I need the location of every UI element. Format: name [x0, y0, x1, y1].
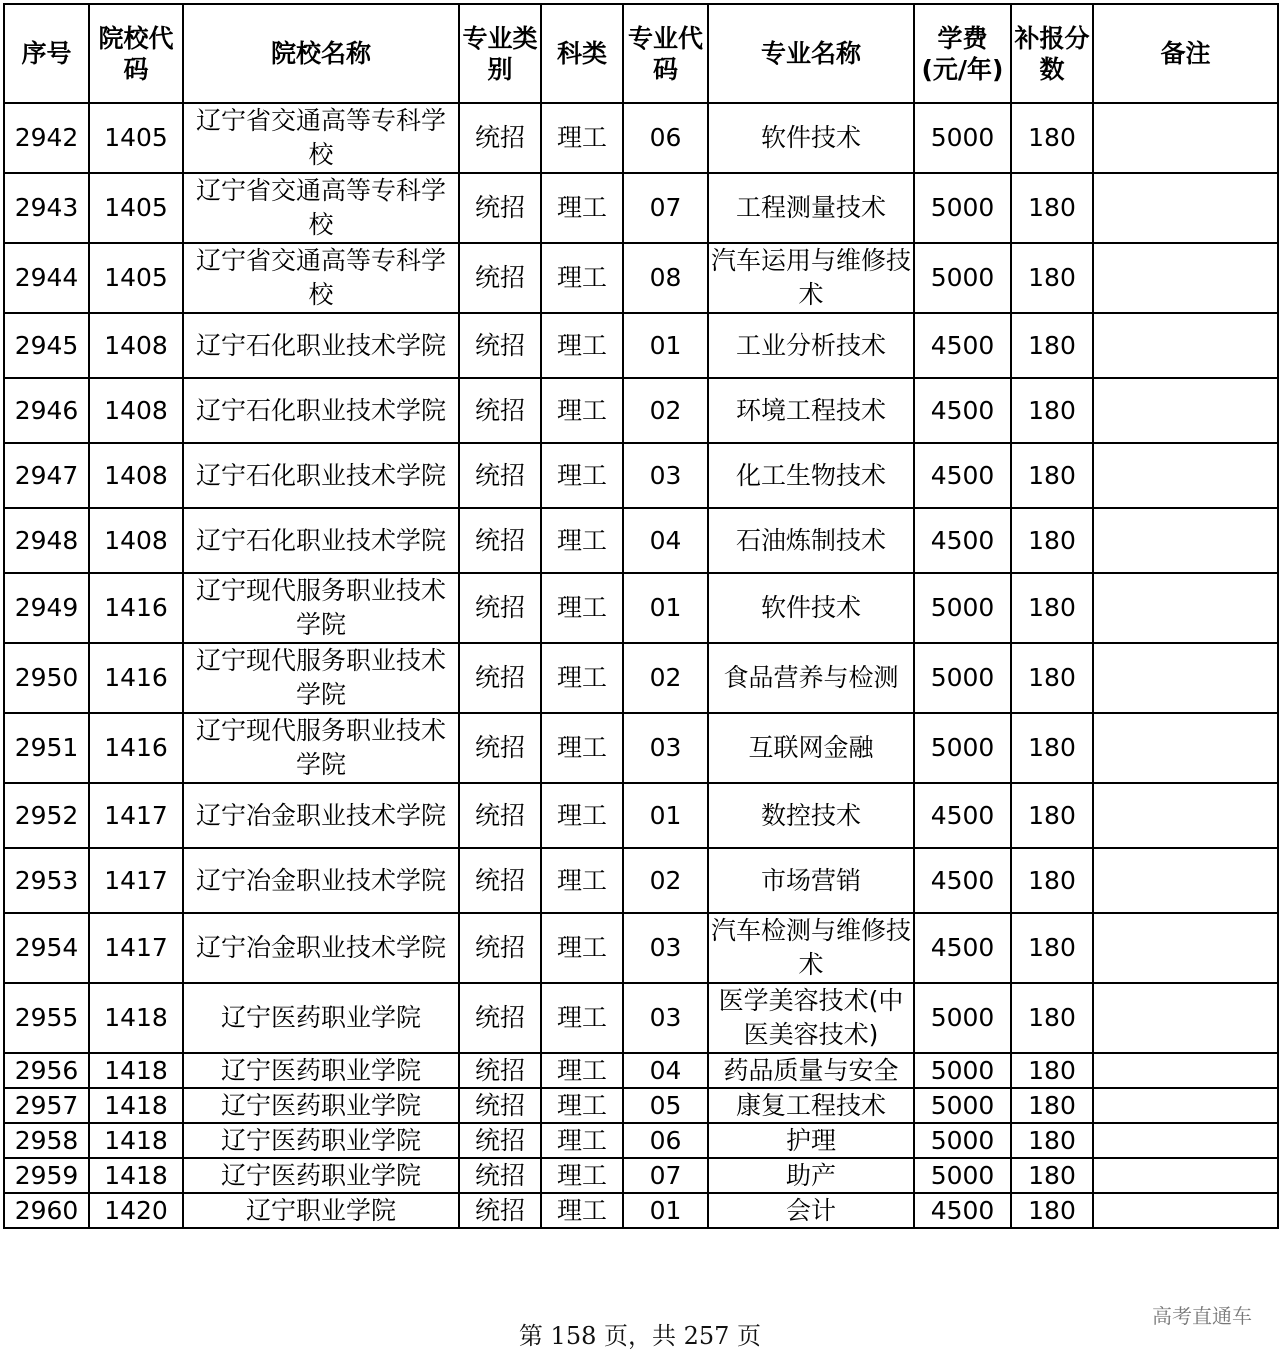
cell-major-type: 统招	[459, 313, 541, 378]
cell-major-code: 01	[623, 313, 708, 378]
cell-score: 180	[1011, 643, 1093, 713]
cell-major-code: 06	[623, 103, 708, 173]
cell-school-name: 辽宁医药职业学院	[183, 983, 459, 1053]
cell-seq: 2948	[4, 508, 89, 573]
cell-major-code: 07	[623, 173, 708, 243]
cell-note	[1093, 243, 1278, 313]
cell-school-code: 1408	[89, 443, 183, 508]
cell-score: 180	[1011, 378, 1093, 443]
cell-school-name: 辽宁冶金职业技术学院	[183, 913, 459, 983]
cell-note	[1093, 573, 1278, 643]
cell-school-name: 辽宁石化职业技术学院	[183, 508, 459, 573]
cell-fee: 5000	[914, 983, 1011, 1053]
cell-seq: 2955	[4, 983, 89, 1053]
cell-school-name: 辽宁现代服务职业技术学院	[183, 573, 459, 643]
cell-major-name: 化工生物技术	[708, 443, 914, 508]
cell-category: 理工	[541, 913, 623, 983]
cell-school-code: 1408	[89, 313, 183, 378]
cell-category: 理工	[541, 848, 623, 913]
cell-seq: 2951	[4, 713, 89, 783]
table-row	[4, 243, 1278, 313]
cell-school-code: 1405	[89, 173, 183, 243]
cell-school-name: 辽宁石化职业技术学院	[183, 378, 459, 443]
cell-fee: 4500	[914, 848, 1011, 913]
cell-seq: 2945	[4, 313, 89, 378]
cell-school-code: 1417	[89, 848, 183, 913]
cell-category: 理工	[541, 1123, 623, 1158]
cell-major-type: 统招	[459, 508, 541, 573]
cell-major-code: 03	[623, 983, 708, 1053]
cell-major-name: 环境工程技术	[708, 378, 914, 443]
cell-score: 180	[1011, 783, 1093, 848]
cell-score: 180	[1011, 1088, 1093, 1123]
table-row	[4, 1193, 1278, 1228]
cell-major-type: 统招	[459, 783, 541, 848]
page-number: 第 158 页，共 257 页	[518, 1322, 762, 1350]
cell-category: 理工	[541, 313, 623, 378]
cell-school-code: 1405	[89, 243, 183, 313]
cell-score: 180	[1011, 173, 1093, 243]
table-row	[4, 913, 1278, 983]
cell-school-code: 1417	[89, 913, 183, 983]
table-row	[4, 1088, 1278, 1123]
cell-note	[1093, 313, 1278, 378]
table-row	[4, 783, 1278, 848]
cell-note	[1093, 1158, 1278, 1193]
cell-fee: 5000	[914, 573, 1011, 643]
cell-major-code: 06	[623, 1123, 708, 1158]
cell-major-name: 药品质量与安全	[708, 1053, 914, 1088]
cell-category: 理工	[541, 1158, 623, 1193]
cell-category: 理工	[541, 103, 623, 173]
cell-school-code: 1416	[89, 643, 183, 713]
cell-school-name: 辽宁医药职业学院	[183, 1053, 459, 1088]
header-school-name: 院校名称	[183, 4, 459, 103]
cell-school-code: 1408	[89, 508, 183, 573]
cell-category: 理工	[541, 1193, 623, 1228]
cell-major-type: 统招	[459, 1088, 541, 1123]
cell-fee: 4500	[914, 1193, 1011, 1228]
cell-school-name: 辽宁医药职业学院	[183, 1158, 459, 1193]
cell-school-name: 辽宁石化职业技术学院	[183, 313, 459, 378]
header-school-code: 院校代码	[89, 4, 183, 103]
table-body	[4, 103, 1278, 1228]
cell-school-name: 辽宁省交通高等专科学校	[183, 173, 459, 243]
cell-major-name: 软件技术	[708, 103, 914, 173]
table-row	[4, 983, 1278, 1053]
cell-major-code: 01	[623, 1193, 708, 1228]
header-major-type: 专业类别	[459, 4, 541, 103]
cell-note	[1093, 983, 1278, 1053]
cell-major-name: 汽车检测与维修技术	[708, 913, 914, 983]
cell-fee: 4500	[914, 783, 1011, 848]
cell-major-code: 03	[623, 713, 708, 783]
cell-major-name: 护理	[708, 1123, 914, 1158]
cell-major-type: 统招	[459, 243, 541, 313]
cell-major-code: 01	[623, 783, 708, 848]
cell-score: 180	[1011, 243, 1093, 313]
table-row	[4, 1123, 1278, 1158]
cell-major-name: 石油炼制技术	[708, 508, 914, 573]
table-row	[4, 713, 1278, 783]
cell-category: 理工	[541, 783, 623, 848]
cell-category: 理工	[541, 378, 623, 443]
cell-school-code: 1408	[89, 378, 183, 443]
header-major-code: 专业代码	[623, 4, 708, 103]
cell-seq: 2953	[4, 848, 89, 913]
cell-major-name: 互联网金融	[708, 713, 914, 783]
table-row	[4, 378, 1278, 443]
cell-major-code: 07	[623, 1158, 708, 1193]
cell-major-name: 汽车运用与维修技术	[708, 243, 914, 313]
cell-seq: 2943	[4, 173, 89, 243]
cell-major-type: 统招	[459, 378, 541, 443]
cell-note	[1093, 1053, 1278, 1088]
cell-school-name: 辽宁省交通高等专科学校	[183, 243, 459, 313]
cell-note	[1093, 1123, 1278, 1158]
header-seq: 序号	[4, 4, 89, 103]
cell-major-type: 统招	[459, 103, 541, 173]
cell-seq: 2952	[4, 783, 89, 848]
header-major-name: 专业名称	[708, 4, 914, 103]
cell-major-name: 数控技术	[708, 783, 914, 848]
cell-school-name: 辽宁石化职业技术学院	[183, 443, 459, 508]
cell-score: 180	[1011, 313, 1093, 378]
cell-category: 理工	[541, 1053, 623, 1088]
cell-major-code: 04	[623, 1053, 708, 1088]
cell-fee: 5000	[914, 1158, 1011, 1193]
cell-major-type: 统招	[459, 1053, 541, 1088]
cell-note	[1093, 378, 1278, 443]
cell-category: 理工	[541, 573, 623, 643]
cell-seq: 2944	[4, 243, 89, 313]
cell-major-type: 统招	[459, 443, 541, 508]
cell-category: 理工	[541, 173, 623, 243]
cell-major-type: 统招	[459, 173, 541, 243]
cell-school-name: 辽宁现代服务职业技术学院	[183, 643, 459, 713]
cell-category: 理工	[541, 713, 623, 783]
cell-fee: 5000	[914, 103, 1011, 173]
cell-seq: 2947	[4, 443, 89, 508]
cell-school-code: 1416	[89, 713, 183, 783]
cell-fee: 5000	[914, 1053, 1011, 1088]
cell-note	[1093, 443, 1278, 508]
cell-score: 180	[1011, 508, 1093, 573]
cell-major-type: 统招	[459, 1158, 541, 1193]
header-score: 补报分数	[1011, 4, 1093, 103]
cell-fee: 5000	[914, 173, 1011, 243]
cell-note	[1093, 103, 1278, 173]
cell-category: 理工	[541, 243, 623, 313]
header-row	[4, 4, 1278, 103]
table-row	[4, 573, 1278, 643]
cell-note	[1093, 173, 1278, 243]
header-fee: 学费(元/年)	[914, 4, 1011, 103]
cell-school-code: 1418	[89, 1158, 183, 1193]
cell-fee: 4500	[914, 443, 1011, 508]
cell-major-name: 助产	[708, 1158, 914, 1193]
cell-seq: 2960	[4, 1193, 89, 1228]
cell-major-type: 统招	[459, 573, 541, 643]
table-row	[4, 1158, 1278, 1193]
cell-score: 180	[1011, 1123, 1093, 1158]
cell-school-name: 辽宁医药职业学院	[183, 1088, 459, 1123]
cell-score: 180	[1011, 1193, 1093, 1228]
cell-seq: 2956	[4, 1053, 89, 1088]
cell-school-code: 1416	[89, 573, 183, 643]
cell-category: 理工	[541, 1088, 623, 1123]
cell-category: 理工	[541, 443, 623, 508]
cell-fee: 5000	[914, 243, 1011, 313]
table-row	[4, 443, 1278, 508]
cell-category: 理工	[541, 508, 623, 573]
cell-note	[1093, 1088, 1278, 1123]
table-row	[4, 1053, 1278, 1088]
cell-school-name: 辽宁冶金职业技术学院	[183, 783, 459, 848]
cell-note	[1093, 508, 1278, 573]
table-row	[4, 508, 1278, 573]
cell-major-name: 医学美容技术(中医美容技术)	[708, 983, 914, 1053]
cell-school-name: 辽宁现代服务职业技术学院	[183, 713, 459, 783]
table-row	[4, 643, 1278, 713]
cell-major-code: 03	[623, 443, 708, 508]
cell-fee: 5000	[914, 643, 1011, 713]
cell-major-type: 统招	[459, 983, 541, 1053]
cell-fee: 5000	[914, 1088, 1011, 1123]
cell-note	[1093, 713, 1278, 783]
admission-table	[3, 3, 1279, 1229]
cell-score: 180	[1011, 713, 1093, 783]
cell-seq: 2950	[4, 643, 89, 713]
table-row	[4, 173, 1278, 243]
cell-score: 180	[1011, 573, 1093, 643]
cell-score: 180	[1011, 1053, 1093, 1088]
cell-seq: 2959	[4, 1158, 89, 1193]
cell-major-name: 软件技术	[708, 573, 914, 643]
cell-seq: 2946	[4, 378, 89, 443]
cell-fee: 5000	[914, 1123, 1011, 1158]
cell-note	[1093, 783, 1278, 848]
cell-major-code: 03	[623, 913, 708, 983]
cell-major-name: 市场营销	[708, 848, 914, 913]
table-row	[4, 313, 1278, 378]
cell-school-name: 辽宁职业学院	[183, 1193, 459, 1228]
cell-note	[1093, 848, 1278, 913]
cell-note	[1093, 643, 1278, 713]
cell-school-name: 辽宁医药职业学院	[183, 1123, 459, 1158]
cell-seq: 2954	[4, 913, 89, 983]
cell-major-type: 统招	[459, 713, 541, 783]
cell-note	[1093, 1193, 1278, 1228]
cell-school-name: 辽宁省交通高等专科学校	[183, 103, 459, 173]
cell-major-code: 02	[623, 643, 708, 713]
cell-major-name: 会计	[708, 1193, 914, 1228]
cell-major-type: 统招	[459, 643, 541, 713]
cell-major-name: 工业分析技术	[708, 313, 914, 378]
cell-major-name: 康复工程技术	[708, 1088, 914, 1123]
cell-school-code: 1418	[89, 1088, 183, 1123]
cell-seq: 2958	[4, 1123, 89, 1158]
cell-major-code: 02	[623, 848, 708, 913]
cell-major-code: 01	[623, 573, 708, 643]
cell-school-code: 1418	[89, 1123, 183, 1158]
cell-fee: 4500	[914, 508, 1011, 573]
cell-major-code: 04	[623, 508, 708, 573]
cell-fee: 4500	[914, 378, 1011, 443]
cell-major-code: 08	[623, 243, 708, 313]
cell-school-code: 1420	[89, 1193, 183, 1228]
cell-school-code: 1418	[89, 983, 183, 1053]
cell-school-code: 1417	[89, 783, 183, 848]
cell-category: 理工	[541, 983, 623, 1053]
cell-seq: 2942	[4, 103, 89, 173]
cell-category: 理工	[541, 643, 623, 713]
header-note: 备注	[1093, 4, 1278, 103]
cell-school-name: 辽宁冶金职业技术学院	[183, 848, 459, 913]
cell-major-type: 统招	[459, 1123, 541, 1158]
table-row	[4, 103, 1278, 173]
cell-fee: 5000	[914, 713, 1011, 783]
cell-seq: 2957	[4, 1088, 89, 1123]
cell-score: 180	[1011, 983, 1093, 1053]
cell-score: 180	[1011, 103, 1093, 173]
cell-major-code: 02	[623, 378, 708, 443]
cell-fee: 4500	[914, 913, 1011, 983]
cell-major-type: 统招	[459, 1193, 541, 1228]
cell-major-type: 统招	[459, 848, 541, 913]
cell-major-code: 05	[623, 1088, 708, 1123]
cell-school-code: 1405	[89, 103, 183, 173]
cell-school-code: 1418	[89, 1053, 183, 1088]
cell-score: 180	[1011, 848, 1093, 913]
cell-major-type: 统招	[459, 913, 541, 983]
watermark: 高考直通车	[1152, 1304, 1252, 1328]
cell-major-name: 食品营养与检测	[708, 643, 914, 713]
table-row	[4, 848, 1278, 913]
cell-score: 180	[1011, 443, 1093, 508]
cell-score: 180	[1011, 1158, 1093, 1193]
cell-major-name: 工程测量技术	[708, 173, 914, 243]
cell-score: 180	[1011, 913, 1093, 983]
cell-seq: 2949	[4, 573, 89, 643]
cell-fee: 4500	[914, 313, 1011, 378]
header-category: 科类	[541, 4, 623, 103]
cell-note	[1093, 913, 1278, 983]
